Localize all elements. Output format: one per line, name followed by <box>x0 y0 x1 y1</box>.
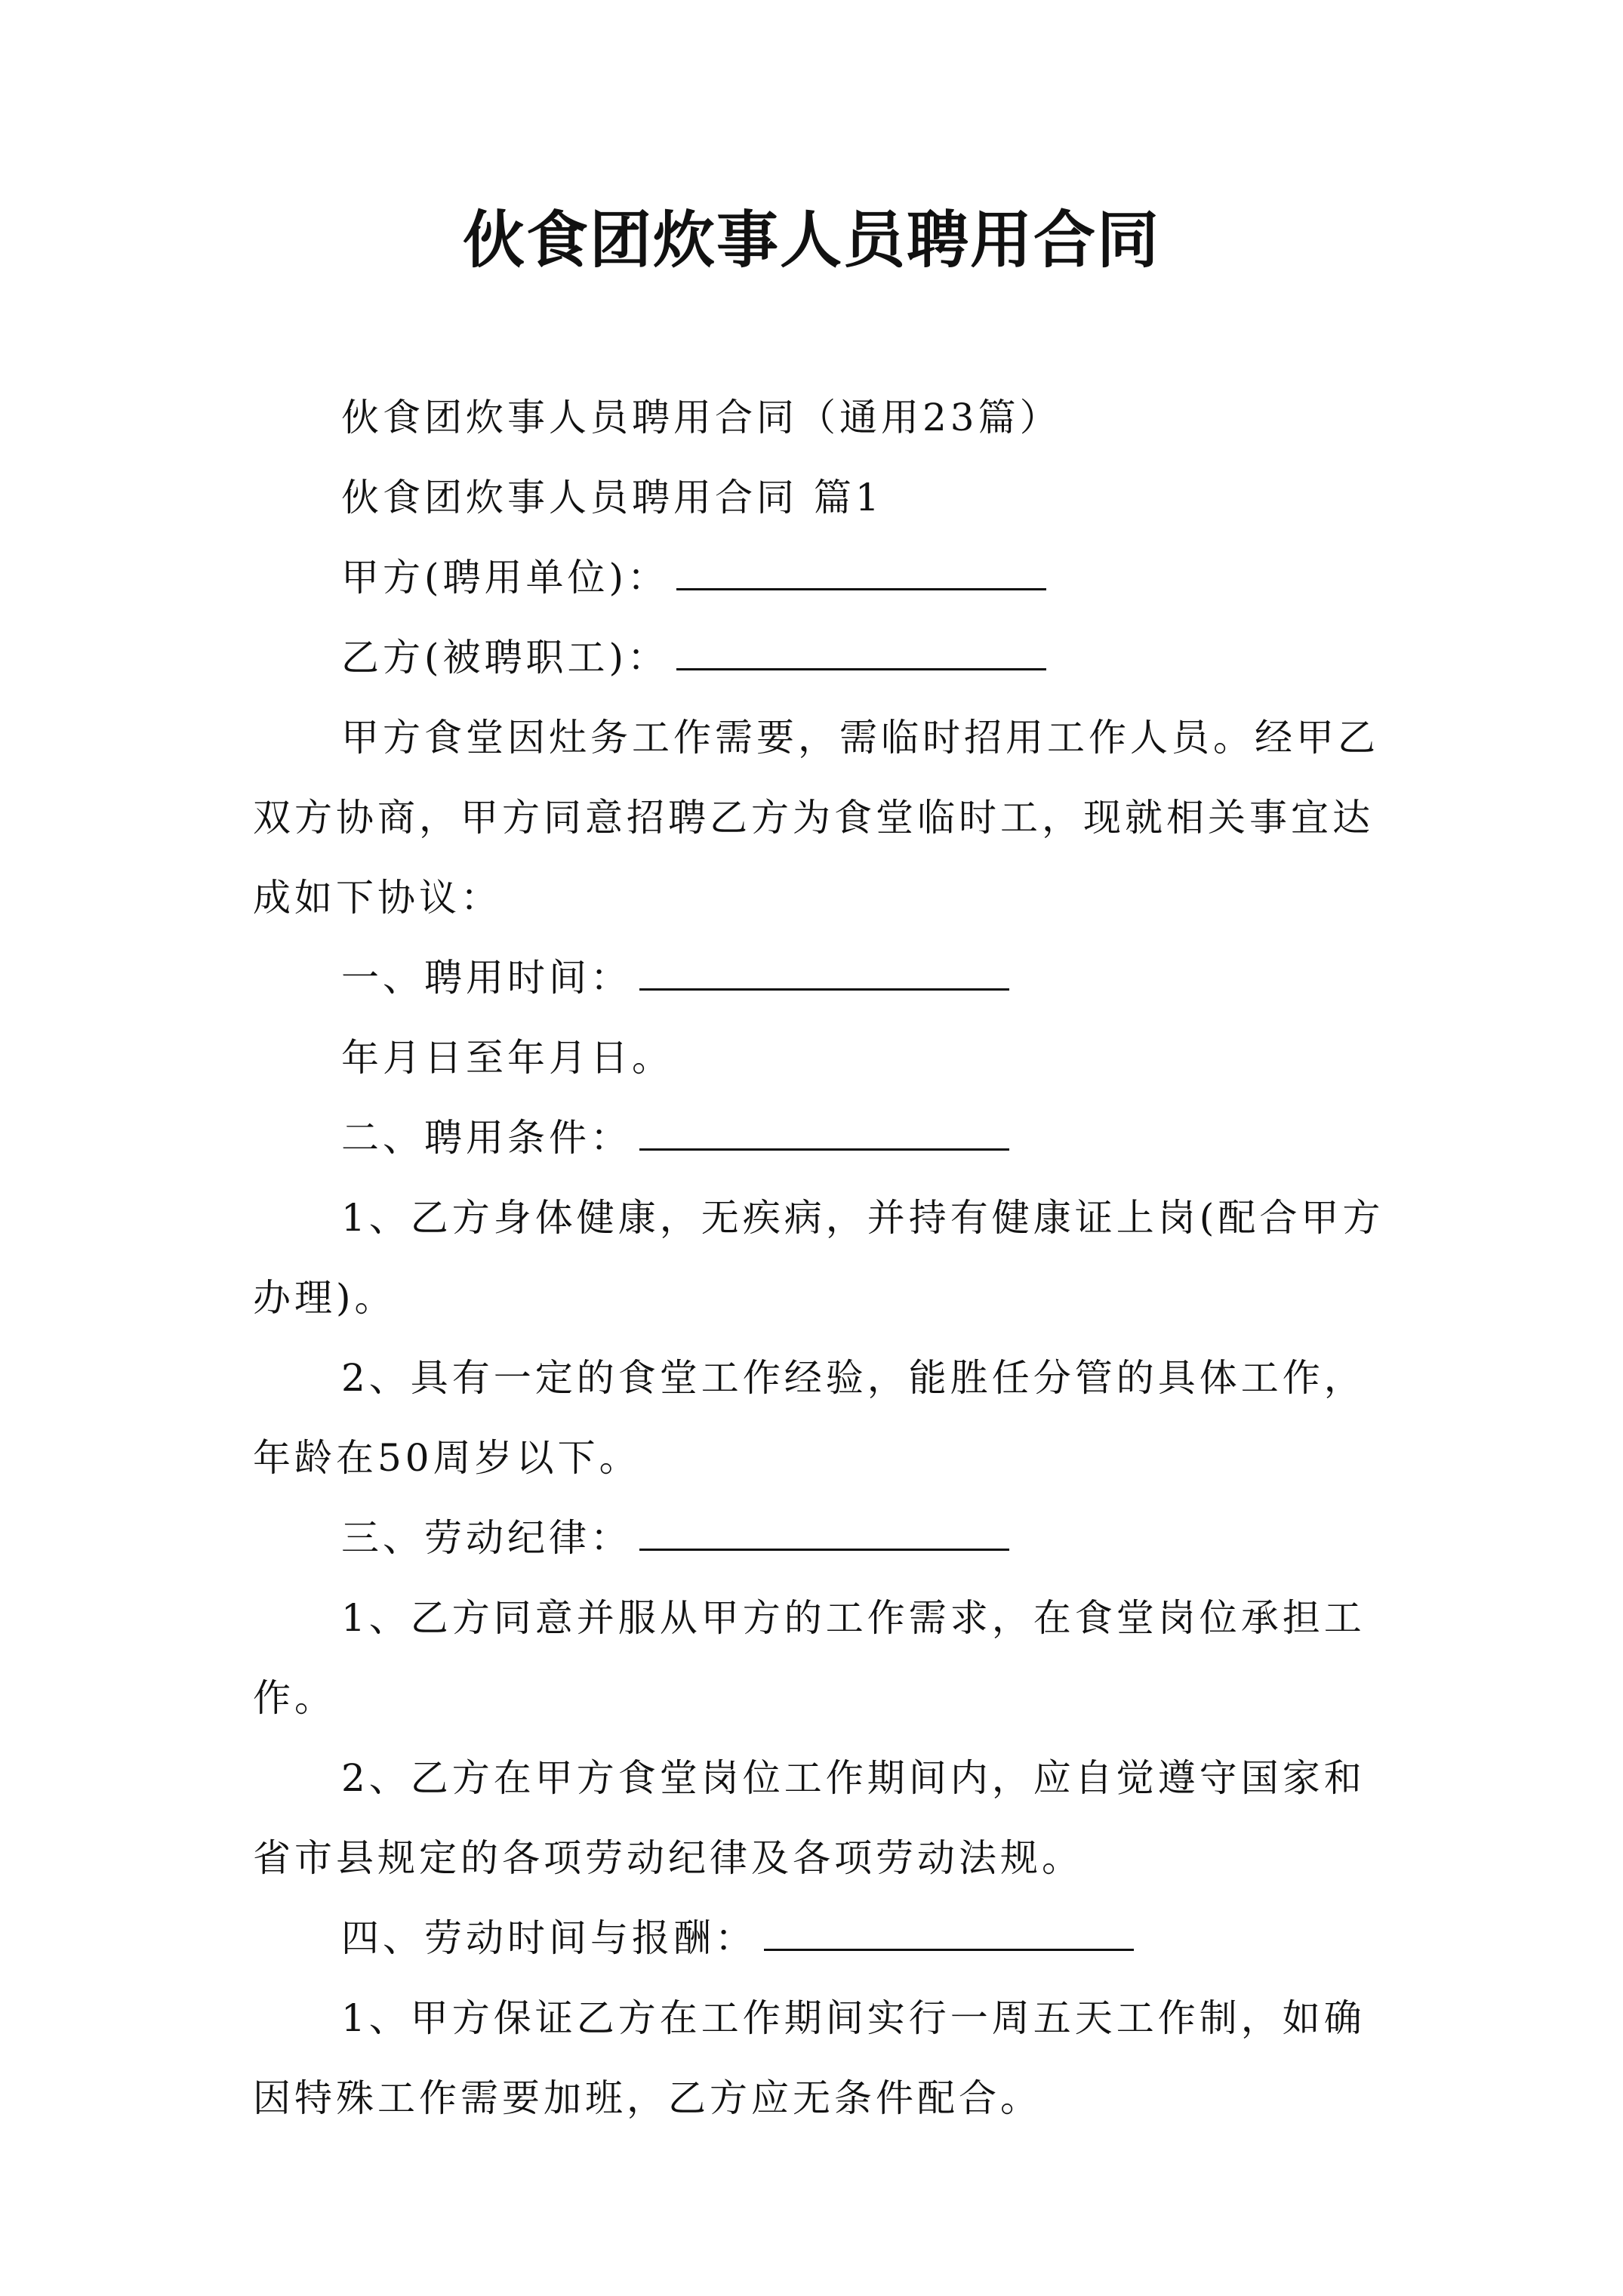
paragraph-clause-1 <box>253 938 1400 1018</box>
paragraph-text: 1、乙方身体健康，无疾病，并持有健康证上岗(配合甲方办理)。 <box>253 1196 1384 1320</box>
paragraph-text: 乙方(被聘职工)： <box>341 636 670 680</box>
fill-in-blank-line <box>676 546 1046 590</box>
paragraph-text: 一、聘用时间： <box>341 956 632 1000</box>
paragraph-condition-2 <box>253 1338 1400 1498</box>
paragraph-date-range <box>253 1018 1400 1098</box>
paragraph-discipline-1 <box>253 1578 1400 1738</box>
paragraph-party-a <box>253 538 1400 618</box>
paragraph-text: 甲方(聘用单位)： <box>341 556 670 599</box>
fill-in-blank-line <box>676 626 1046 670</box>
paragraph-text: 2、乙方在甲方食堂岗位工作期间内，应自觉遵守国家和省市县规定的各项劳动纪律及各项劳动法规。 <box>253 1756 1366 1880</box>
paragraph-clause-2 <box>253 1098 1400 1178</box>
paragraph-text: 1、乙方同意并服从甲方的工作需求，在食堂岗位承担工作。 <box>253 1596 1366 1720</box>
paragraph-text: 甲方食堂因灶务工作需要，需临时招用工作人员。经甲乙双方协商，甲方同意招聘乙方为食堂临时工，现就相关事宜达成如下协议： <box>253 716 1379 920</box>
paragraph-text: 伙食团炊事人员聘用合同 篇1 <box>341 476 883 519</box>
fill-in-blank-line <box>639 1106 1009 1151</box>
paragraph-discipline-2 <box>253 1738 1400 1898</box>
paragraph-text: 二、聘用条件： <box>341 1116 632 1160</box>
paragraph-text: 1、甲方保证乙方在工作期间实行一周五天工作制，如确因特殊工作需要加班，乙方应无条件配合。 <box>253 1996 1366 2120</box>
fill-in-blank-line <box>764 1906 1134 1951</box>
paragraph-text: 2、具有一定的食堂工作经验，能胜任分管的具体工作，年龄在50周岁以下。 <box>253 1356 1366 1480</box>
paragraph-condition-1 <box>253 1178 1400 1338</box>
document-body <box>253 378 1400 2138</box>
paragraph-text: 三、劳动纪律： <box>341 1516 632 1560</box>
paragraph-party-b <box>253 618 1400 698</box>
fill-in-blank-line <box>639 946 1009 991</box>
paragraph-text: 伙食团炊事人员聘用合同（通用23篇） <box>341 396 1061 439</box>
paragraph-clause-4 <box>253 1898 1400 1978</box>
paragraph-clause-3 <box>253 1498 1400 1578</box>
paragraph-subtitle <box>253 378 1400 458</box>
paragraph-section-heading <box>253 458 1400 538</box>
fill-in-blank-line <box>639 1506 1009 1551</box>
paragraph-text: 年月日至年月日。 <box>341 1036 673 1080</box>
paragraph-worktime-1 <box>253 1978 1400 2138</box>
document-title: 伙食团炊事人员聘用合同 <box>462 204 1160 276</box>
paragraph-preamble <box>253 698 1400 938</box>
paragraph-text: 四、劳动时间与报酬： <box>341 1916 756 1960</box>
